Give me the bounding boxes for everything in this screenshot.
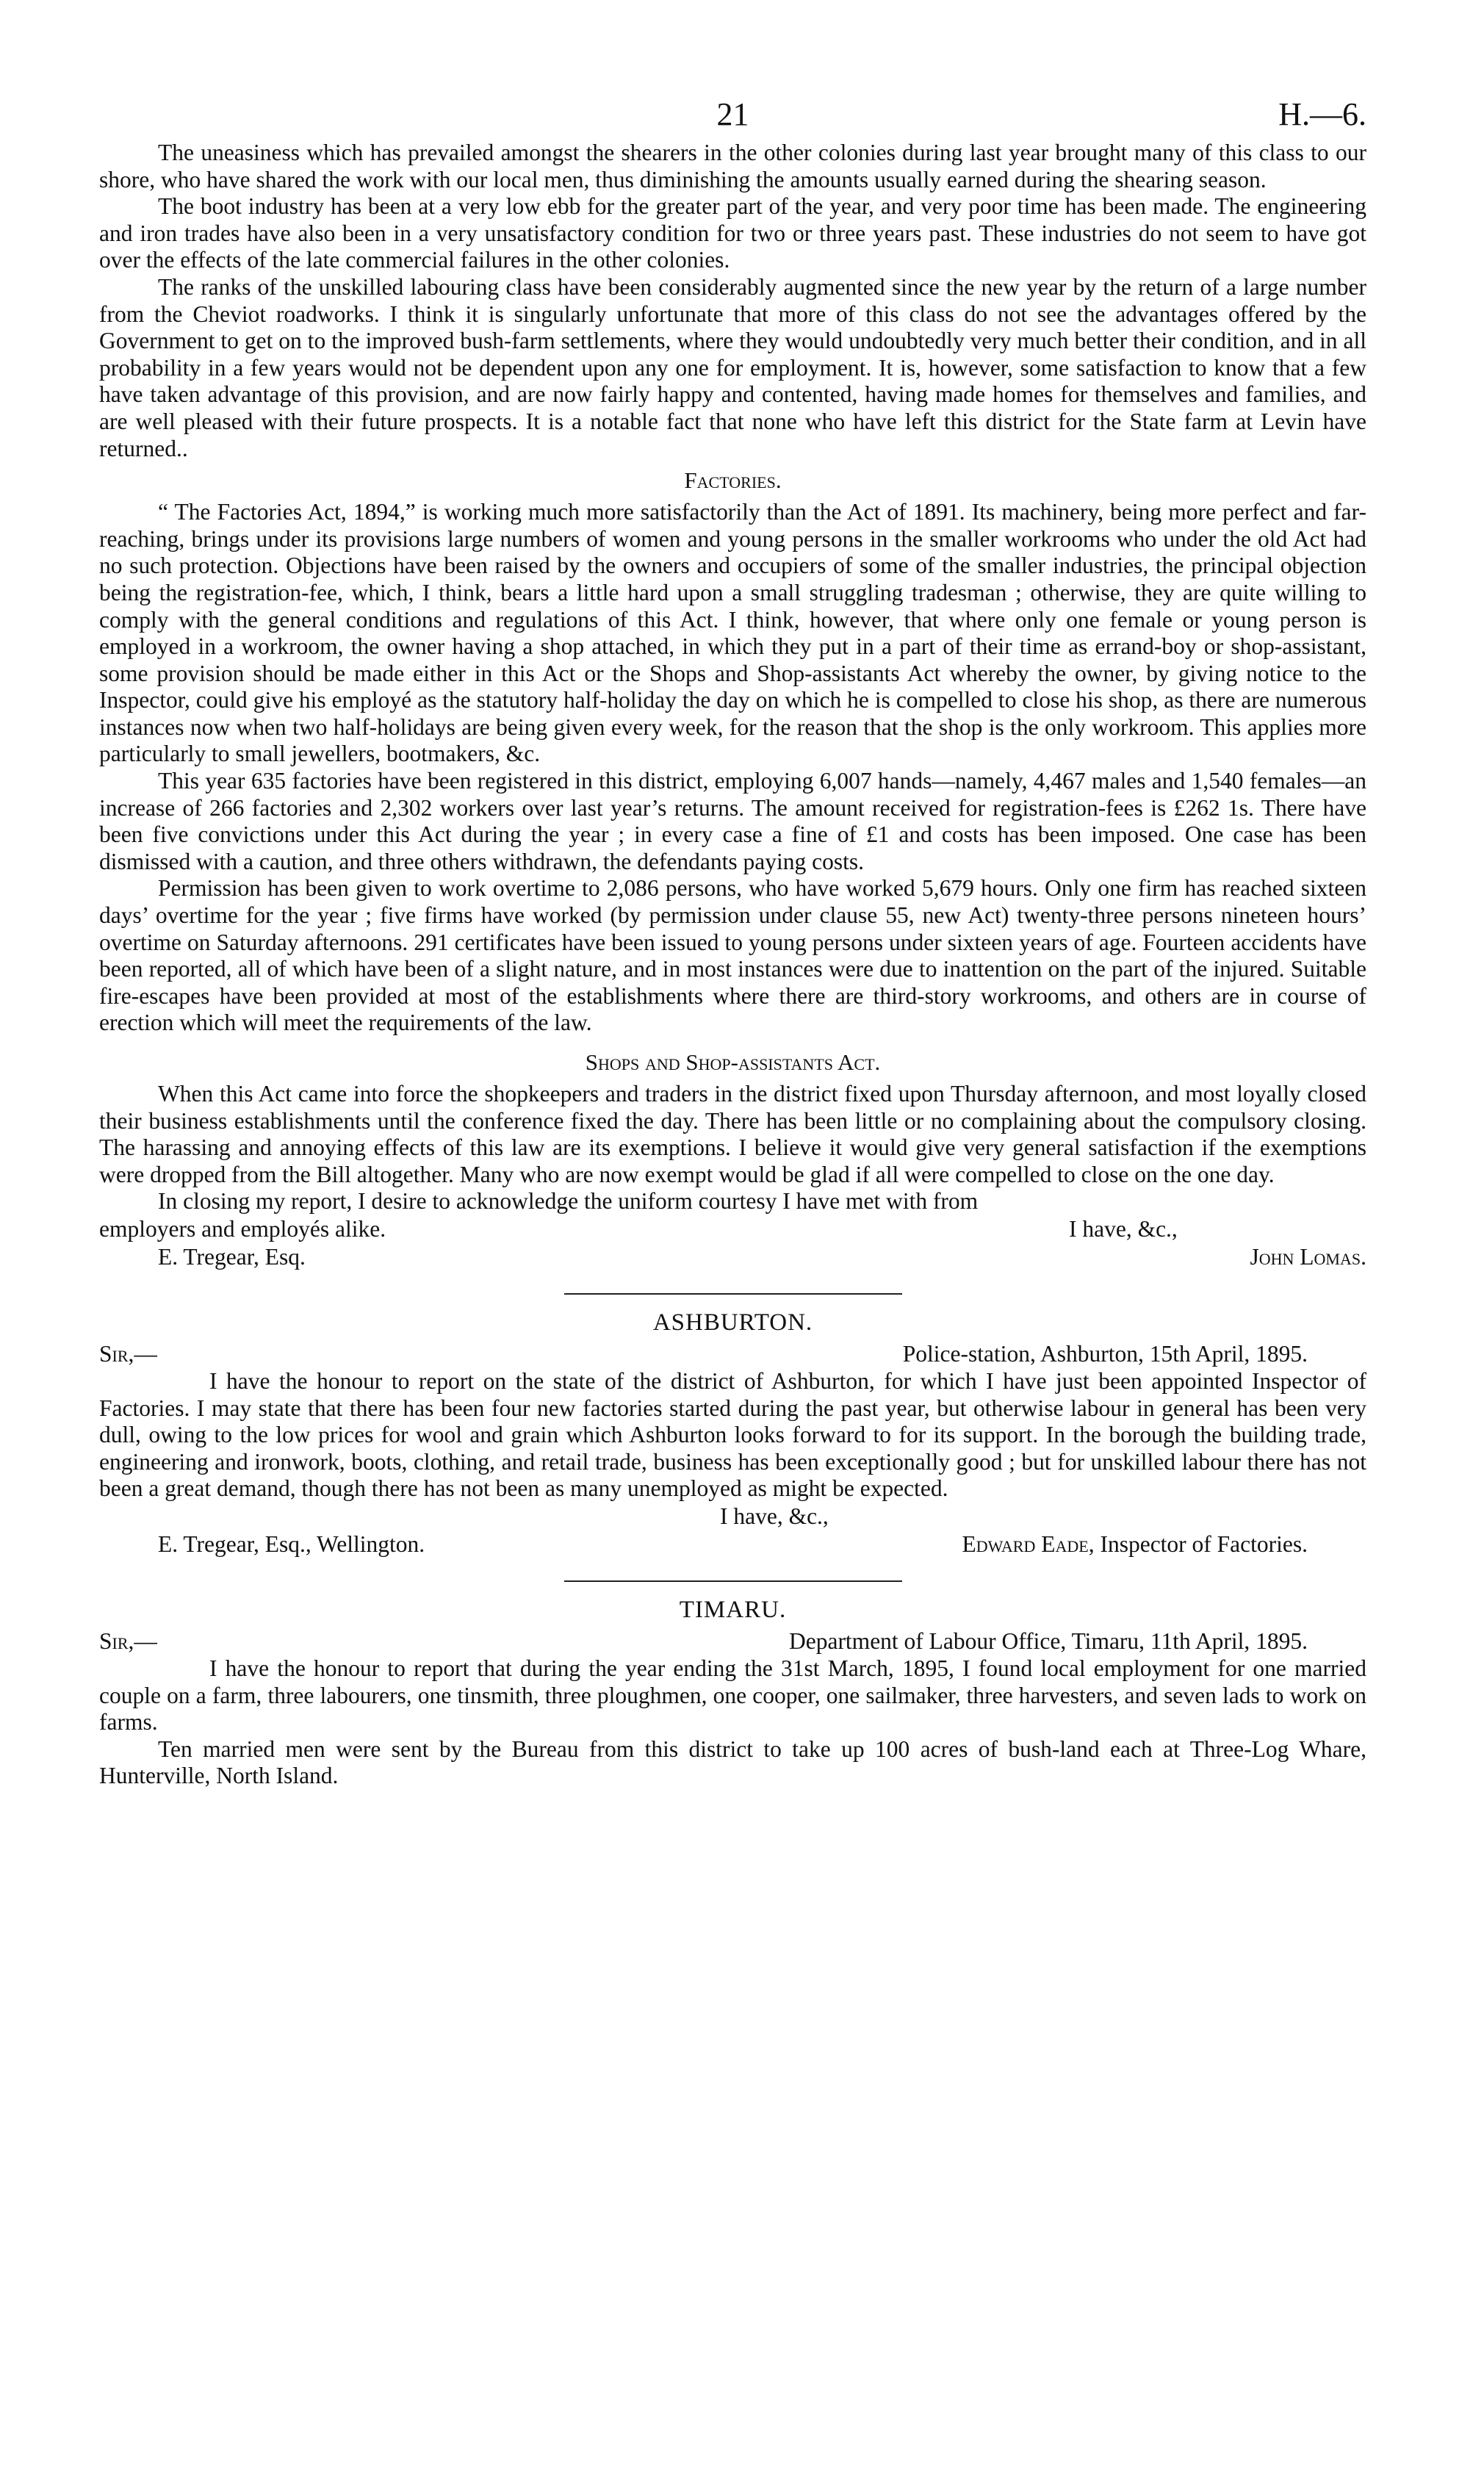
document-page bbox=[99, 96, 1366, 1790]
page-header bbox=[99, 96, 1366, 140]
valediction: I have, &c., bbox=[1069, 1215, 1178, 1242]
signature: John Lomas. bbox=[1250, 1243, 1366, 1270]
signature bbox=[962, 1530, 1308, 1558]
signature-name: Edward Eade bbox=[962, 1530, 1089, 1557]
factories-paragraph: “ The Factories Act, 1894,” is working much more satisfactorily than the Act of 1891. Its machinery, being more perfect and far-reaching, brings under its provisions large numbers of women and young persons in the smaller workrooms who under the old Act had no such protection. Objections have been raised by the owners and occupiers of some of the smaller industries, the principal objection being the registration-fee, which, I think, bears a little hard upon a small struggling tradesman ; otherwise, they are quite willing to comply with the general conditions and regulations of this Act. I think, however, that where only one female or young person is employed in a workroom, the owner having a shop attached, in which they put in a part of their time as errand-boy or shop-assistant, some provision should be made either in this Act or the Shops and Shop-assistants Act whereby the owner, by giving notice to the Inspector, could give his employé as the statutory half-holiday the day on which he is compelled to close his shop, as there are numerous instances now when two half-holidays are being given every week, for the reason that the shop is the only workroom. This applies more particularly to small jewellers, bootmakers, &c. bbox=[99, 499, 1366, 767]
timaru-paragraph: Ten married men were sent by the Bureau from this district to take up 100 acres of bush-land each at Three-Log Whare, Hunterville, North Island. bbox=[99, 1735, 1366, 1789]
letter-header-row bbox=[99, 1627, 1366, 1655]
salutation: Sir,— bbox=[99, 1340, 157, 1367]
signature-row bbox=[99, 1530, 1366, 1558]
signature-row bbox=[99, 1243, 1366, 1271]
intro-paragraph: The ranks of the unskilled labouring class have been considerably augmented since the new year by the return of a large number from the Cheviot roadworks. I think it is singularly unfortunate that more of this class do not see the advantages offered by the Government to get on to the improved bush-farm settlements, where they would undoubtedly very much better their condition, and in all probability in a few years would not be dependent upon any one for employment. It is, however, some satisfaction to know that a few have taken advantage of this provision, and are now fairly happy and contented, having made homes for themselves and families, and are well pleased with their future prospects. It is a notable fact that none who have left this district for the State farm at Levin have returned.. bbox=[99, 273, 1366, 461]
ashburton-paragraph: I have the honour to report on the state of the district of Ashburton, for which I have just been appointed Inspector of Factories. I may state that there has been four new factories started during the past year, but otherwise labour in general has been very dull, owing to the low prices for wool and grain which Ashburton looks forward to for its support. In the borough the building trade, engineering and ironwork, boots, clothing, and retail trade, business has been exceptionally good ; but for unskilled labour there has not been a great demand, though there has not been as many unemployed as might be expected. bbox=[99, 1367, 1366, 1502]
valediction-row bbox=[99, 1503, 1366, 1530]
letter-header-row bbox=[99, 1340, 1366, 1368]
closing-row bbox=[99, 1215, 1366, 1243]
closing-line: In closing my report, I desire to acknowledge the uniform courtesy I have met with from bbox=[158, 1188, 979, 1215]
valediction: I have, &c., bbox=[720, 1503, 829, 1529]
section-divider bbox=[564, 1293, 902, 1295]
place-date: Department of Labour Office, Timaru, 11th April, 1895. bbox=[788, 1627, 1308, 1654]
section-heading-ashburton: ASHBURTON. bbox=[652, 1309, 813, 1336]
section-heading-timaru: TIMARU. bbox=[679, 1596, 787, 1623]
intro-paragraph: The uneasiness which has prevailed amongst the shearers in the other colonies during last year brought many of this class to our shore, who have shared the work with our local men, thus diminishing the amounts usually earned during the shearing season. bbox=[99, 140, 1366, 193]
document-reference: H.—6. bbox=[1278, 96, 1366, 132]
signature-title: , Inspector of Factories. bbox=[1088, 1530, 1308, 1557]
place-date: Police-station, Ashburton, 15th April, 1895. bbox=[902, 1340, 1308, 1367]
timaru-paragraph: I have the honour to report that during the year ending the 31st March, 1895, I found local employment for one married couple on a farm, three labourers, one tinsmith, three ploughmen, one cooper, one sailmaker, three harvesters, and seven lads to work on farms. bbox=[99, 1655, 1366, 1735]
factories-paragraph: This year 635 factories have been registered in this district, employing 6,007 hands—namely, 4,467 males and 1,540 females—an increase of 266 factories and 2,302 workers over last year’s returns. The amount received for registration-fees is £262 1s. There have been five convictions under this Act during the year ; in every case a fine of £1 and costs has been imposed. One case has been dismissed with a caution, and three others withdrawn, the defendants paying costs. bbox=[99, 768, 1366, 874]
shops-paragraph: When this Act came into force the shopkeepers and traders in the district fixed upon Thursday afternoon, and most loyally closed their business establishments until the conference fixed the day. There has been little or no complaining about the compulsory closing. The harassing and annoying effects of this law are its exemptions. I believe it would give very general satisfaction if the exemptions were dropped from the Bill altogether. Many who are now exempt would be glad if all were compelled to close on the one day. bbox=[99, 1081, 1366, 1187]
addressee: E. Tregear, Esq. bbox=[158, 1243, 306, 1270]
section-divider bbox=[564, 1580, 902, 1582]
factories-paragraph: Permission has been given to work overtime to 2,086 persons, who have worked 5,679 hours. Only one firm has reached sixteen days’ overtime for the year ; five firms have worked (by permission under clause 55, new Act) twenty-three persons nineteen hours’ overtime on Saturday afternoons. 291 certificates have been issued to young persons under sixteen years of age. Fourteen accidents have been reported, all of which have been of a slight nature, and in most instances were due to inattention on the part of the injured. Suitable fire-escapes have been provided at most of the establishments where there are third-story workrooms, and others are in course of erection which will meet the requirements of the law. bbox=[99, 875, 1366, 1036]
intro-paragraph: The boot industry has been at a very low ebb for the greater part of the year, and very poor time has been made. The engineering and iron trades have also been in a very unsatisfactory condition for two or three years past. These industries do not seem to have got over the effects of the late commercial failures in the other colonies. bbox=[99, 193, 1366, 273]
page-number: 21 bbox=[716, 96, 749, 132]
addressee: E. Tregear, Esq., Wellington. bbox=[158, 1530, 425, 1557]
salutation: Sir,— bbox=[99, 1627, 157, 1654]
section-heading-factories: Factories. bbox=[684, 467, 782, 494]
section-heading-shops: Shops and Shop-assistants Act. bbox=[585, 1049, 881, 1075]
closing-line-continued: employers and employés alike. bbox=[99, 1215, 386, 1242]
